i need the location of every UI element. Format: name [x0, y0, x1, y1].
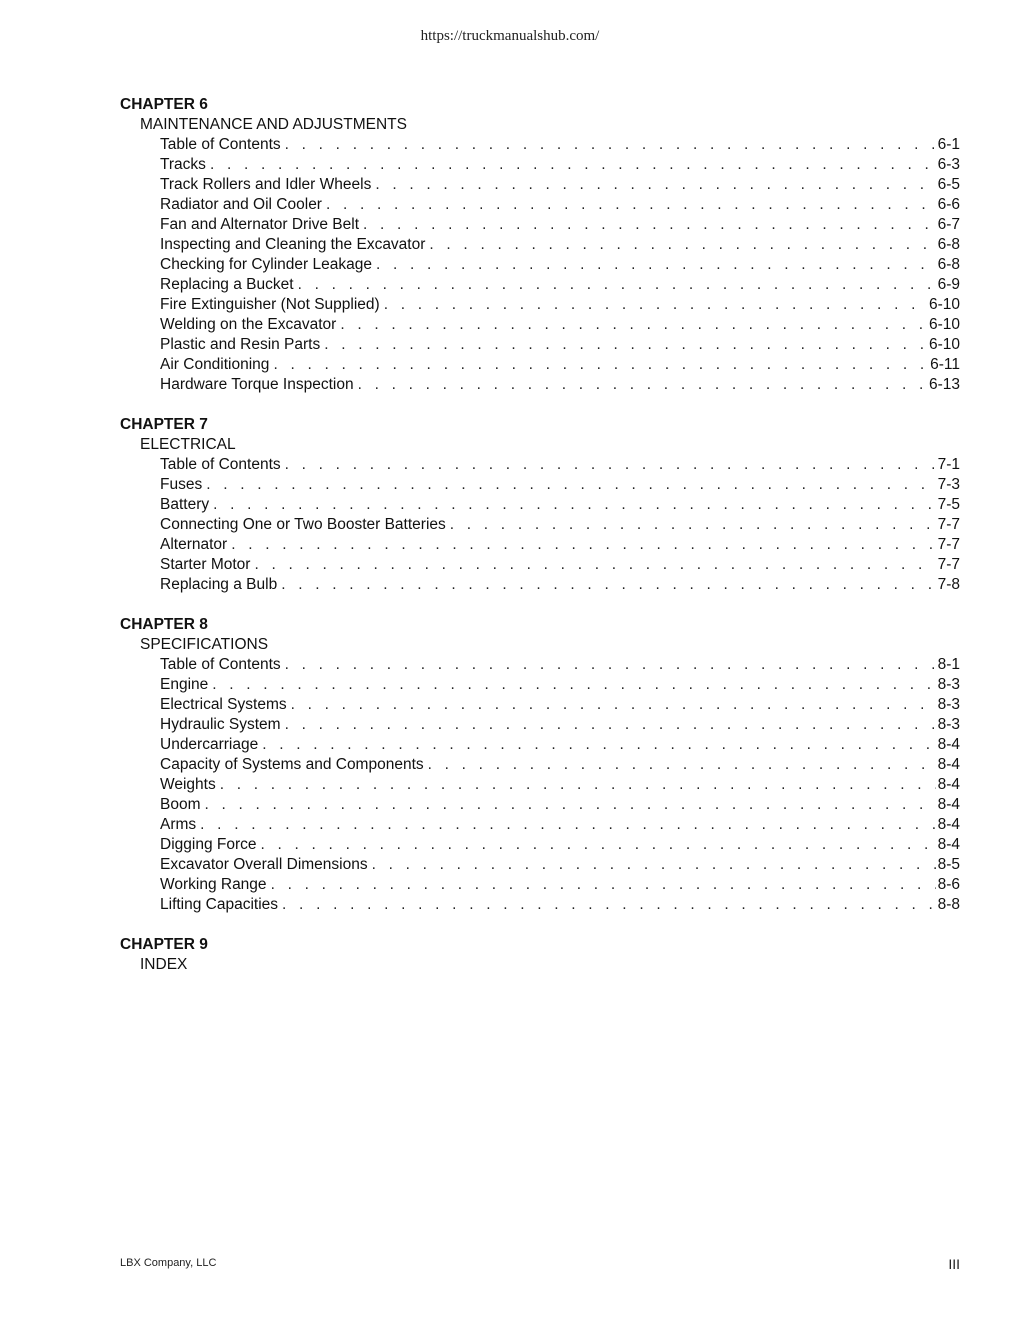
toc-entry-label: Radiator and Oil Cooler: [160, 196, 322, 213]
toc-entry-label: Connecting One or Two Booster Batteries: [160, 516, 446, 533]
dot-leader: [200, 815, 935, 835]
toc-entry-page: 6-10: [928, 336, 960, 353]
chapter-section: [120, 415, 960, 595]
toc-entry-page: 6-10: [928, 316, 960, 333]
dot-leader: [298, 275, 936, 295]
toc-entry-label: Digging Force: [160, 836, 257, 853]
toc-entry[interactable]: [120, 315, 960, 335]
toc-entry-label: Working Range: [160, 876, 267, 893]
toc-entry[interactable]: [120, 735, 960, 755]
toc-entry-label: Fan and Alternator Drive Belt: [160, 216, 360, 233]
dot-leader: [291, 695, 936, 715]
toc-entry[interactable]: [120, 675, 960, 695]
toc-entry[interactable]: [120, 655, 960, 675]
toc-entry-label: Tracks: [160, 156, 206, 173]
toc-entry-page: 6-7: [937, 216, 960, 233]
dot-leader: [358, 375, 927, 395]
table-of-contents: [120, 95, 960, 995]
dot-leader: [220, 775, 936, 795]
toc-entry-label: Alternator: [160, 536, 228, 553]
toc-entry-label: Plastic and Resin Parts: [160, 336, 321, 353]
chapter-title: CHAPTER 7: [120, 416, 208, 433]
toc-entry-page: 6-1: [937, 136, 960, 153]
toc-entry-page: 6-13: [928, 376, 960, 393]
toc-entry-label: Replacing a Bulb: [160, 576, 278, 593]
toc-entry[interactable]: [120, 795, 960, 815]
toc-entry-label: Boom: [160, 796, 201, 813]
dot-leader: [271, 875, 936, 895]
toc-entry-page: 8-3: [937, 696, 960, 713]
toc-entry-page: 7-5: [937, 496, 960, 513]
dot-leader: [273, 355, 928, 375]
dot-leader: [206, 475, 935, 495]
dot-leader: [372, 855, 936, 875]
dot-leader: [212, 675, 935, 695]
chapter-title: CHAPTER 9: [120, 936, 208, 953]
dot-leader: [340, 315, 927, 335]
toc-entry[interactable]: [120, 555, 960, 575]
chapter-section: [120, 615, 960, 915]
toc-entry[interactable]: [120, 855, 960, 875]
dot-leader: [376, 255, 936, 275]
toc-entry-page: 7-7: [937, 516, 960, 533]
chapter-title: CHAPTER 8: [120, 616, 208, 633]
toc-entry-page: 8-4: [937, 816, 960, 833]
toc-entry-page: 8-6: [937, 876, 960, 893]
toc-entry-page: 8-5: [937, 856, 960, 873]
toc-entry-label: Table of Contents: [160, 136, 281, 153]
toc-entry-label: Electrical Systems: [160, 696, 287, 713]
toc-entry-page: 8-4: [937, 776, 960, 793]
toc-entry[interactable]: [120, 195, 960, 215]
chapter-title: CHAPTER 6: [120, 96, 208, 113]
dot-leader: [285, 655, 936, 675]
dot-leader: [213, 495, 935, 515]
dot-leader: [210, 155, 936, 175]
toc-entry-page: 8-4: [937, 836, 960, 853]
toc-entry-page: 6-8: [937, 256, 960, 273]
dot-leader: [384, 295, 927, 315]
dot-leader: [428, 755, 936, 775]
toc-entry[interactable]: [120, 875, 960, 895]
toc-entry[interactable]: [120, 235, 960, 255]
footer-company: LBX Company, LLC: [120, 1257, 217, 1269]
toc-entry-page: 6-10: [928, 296, 960, 313]
dot-leader: [375, 175, 935, 195]
toc-entry-label: Inspecting and Cleaning the Excavator: [160, 236, 426, 253]
toc-entry-page: 6-3: [937, 156, 960, 173]
dot-leader: [261, 835, 936, 855]
dot-leader: [254, 555, 935, 575]
dot-leader: [281, 575, 935, 595]
toc-entry[interactable]: [120, 515, 960, 535]
toc-entry[interactable]: [120, 815, 960, 835]
toc-entry-label: Air Conditioning: [160, 356, 270, 373]
toc-entry[interactable]: [120, 295, 960, 315]
toc-entry[interactable]: [120, 695, 960, 715]
toc-entry[interactable]: [120, 495, 960, 515]
chapter-section: [120, 935, 960, 975]
toc-entry-page: 8-3: [937, 676, 960, 693]
toc-entry-label: Hardware Torque Inspection: [160, 376, 354, 393]
toc-entry-page: 7-7: [937, 536, 960, 553]
toc-entry-page: 7-3: [937, 476, 960, 493]
dot-leader: [363, 215, 936, 235]
toc-entry[interactable]: [120, 255, 960, 275]
toc-entry-page: 8-3: [937, 716, 960, 733]
toc-entry[interactable]: [120, 575, 960, 595]
toc-entry[interactable]: [120, 715, 960, 735]
dot-leader: [429, 235, 935, 255]
toc-entry[interactable]: [120, 755, 960, 775]
toc-entry-label: Capacity of Systems and Components: [160, 756, 424, 773]
toc-entry-page: 6-8: [937, 236, 960, 253]
toc-entry[interactable]: [120, 335, 960, 355]
toc-entry[interactable]: [120, 175, 960, 195]
toc-entry-page: 6-9: [937, 276, 960, 293]
toc-entry[interactable]: [120, 155, 960, 175]
dot-leader: [231, 535, 935, 555]
toc-entry-label: Starter Motor: [160, 556, 251, 573]
toc-entry[interactable]: [120, 215, 960, 235]
toc-entry-label: Battery: [160, 496, 210, 513]
toc-entry-page: 6-11: [930, 356, 960, 373]
toc-entry-label: Table of Contents: [160, 656, 281, 673]
toc-entry-label: Undercarriage: [160, 736, 259, 753]
toc-entry-page: 8-4: [937, 796, 960, 813]
dot-leader: [262, 735, 935, 755]
dot-leader: [205, 795, 936, 815]
toc-entry-page: 8-4: [937, 736, 960, 753]
toc-entry[interactable]: [120, 835, 960, 855]
toc-entry-label: Table of Contents: [160, 456, 281, 473]
toc-entry-page: 6-5: [937, 176, 960, 193]
toc-entry-page: 7-7: [937, 556, 960, 573]
toc-entry[interactable]: [120, 455, 960, 475]
toc-entry-label: Fire Extinguisher (Not Supplied): [160, 296, 380, 313]
chapter-subtitle: INDEX: [140, 956, 188, 973]
dot-leader: [450, 515, 936, 535]
toc-entry-label: Lifting Capacities: [160, 896, 279, 913]
chapter-subtitle: ELECTRICAL: [140, 436, 236, 453]
toc-entry-page: 6-6: [937, 196, 960, 213]
toc-entry[interactable]: [120, 355, 960, 375]
footer-page-number: III: [948, 1256, 960, 1272]
toc-entry[interactable]: [120, 275, 960, 295]
toc-entry-label: Welding on the Excavator: [160, 316, 337, 333]
toc-entry-label: Engine: [160, 676, 209, 693]
toc-entry-page: 7-8: [937, 576, 960, 593]
toc-entry-label: Checking for Cylinder Leakage: [160, 256, 372, 273]
chapter-subtitle: SPECIFICATIONS: [140, 636, 269, 653]
toc-entry-page: 8-8: [937, 896, 960, 913]
dot-leader: [285, 455, 936, 475]
dot-leader: [285, 715, 936, 735]
toc-entry[interactable]: [120, 535, 960, 555]
chapter-subtitle: MAINTENANCE AND ADJUSTMENTS: [140, 116, 407, 133]
toc-entry[interactable]: [120, 775, 960, 795]
dot-leader: [324, 335, 927, 355]
toc-entry-label: Hydraulic System: [160, 716, 281, 733]
header-url: https://truckmanualshub.com/: [420, 28, 600, 44]
dot-leader: [326, 195, 936, 215]
toc-entry-label: Arms: [160, 816, 197, 833]
toc-entry[interactable]: [120, 895, 960, 915]
toc-entry-label: Replacing a Bucket: [160, 276, 294, 293]
dot-leader: [282, 895, 936, 915]
toc-entry-label: Fuses: [160, 476, 203, 493]
toc-entry[interactable]: [120, 135, 960, 155]
toc-entry-label: Weights: [160, 776, 216, 793]
toc-entry-page: 8-4: [937, 756, 960, 773]
dot-leader: [285, 135, 936, 155]
chapter-section: [120, 95, 960, 395]
toc-entry[interactable]: [120, 475, 960, 495]
toc-entry-label: Excavator Overall Dimensions: [160, 856, 368, 873]
toc-entry-page: 8-1: [937, 656, 960, 673]
toc-entry-page: 7-1: [937, 456, 960, 473]
toc-entry-label: Track Rollers and Idler Wheels: [160, 176, 372, 193]
toc-entry[interactable]: [120, 375, 960, 395]
